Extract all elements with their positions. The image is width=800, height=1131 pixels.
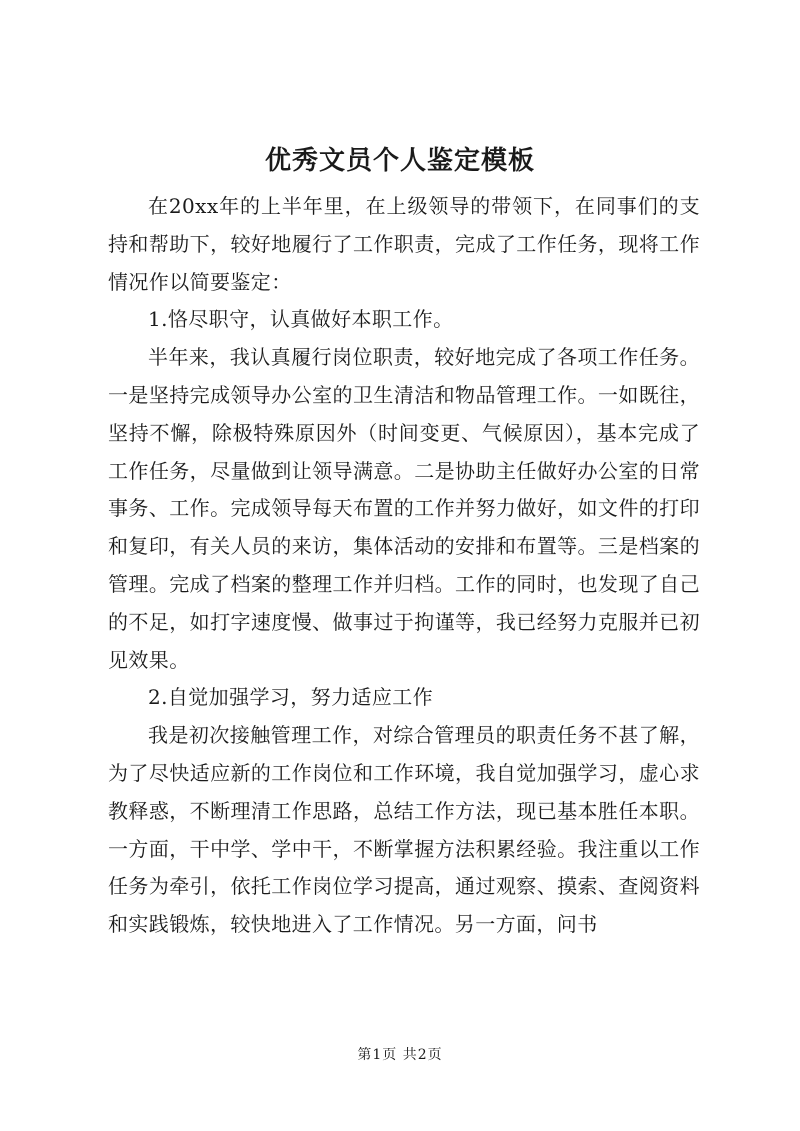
section-1-paragraph: 半年来，我认真履行岗位职责，较好地完成了各项工作任务。一是坚持完成领导办公室的卫生清洁和物品管理工作。一如既往，坚持不懈，除极特殊原因外（时间变更、气候原因），基本完成了工作任务，尽量做到让领导满意。二是协助主任做好办公室的日常事务、工作。完成领导每天布置的工作并努力做好，如文件的打印和复印，有关人员的来访，集体活动的安排和布置等。三是档案的管理。完成了档案的整理工作并归档。工作的同时，也发现了自己的不足，如打字速度慢、做事过于拘谨等，我已经努力克服并已初见效果。: [108, 345, 700, 672]
section-heading-1: 1.恪尽职守，认真做好本职工作。: [148, 307, 454, 332]
page-footer: 第1页 共2页: [357, 1047, 443, 1063]
section-2-paragraph: 我是初次接触管理工作，对综合管理员的职责任务不甚了解，为了尽快适应新的工作岗位和工作环境，我自觉加强学习，虚心求教释惑，不断理清工作思路，总结工作方法，现已基本胜任本职。一方面，干中学、学中干，不断掌握方法积累经验。我注重以工作任务为牵引，依托工作岗位学习提高，通过观察、摸索、查阅资料和实践锻炼，较快地进入了工作情况。另一方面，问书: [108, 723, 700, 937]
section-heading-2: 2.自觉加强学习，努力适应工作: [148, 685, 434, 710]
intro-paragraph: 在20xx年的上半年里，在上级领导的带领下，在同事们的支持和帮助下，较好地履行了工作职责，完成了工作任务，现将工作情况作以简要鉴定：: [108, 194, 700, 294]
document-body: [108, 188, 700, 944]
document-title: 优秀文员个人鉴定模板: [264, 146, 535, 176]
